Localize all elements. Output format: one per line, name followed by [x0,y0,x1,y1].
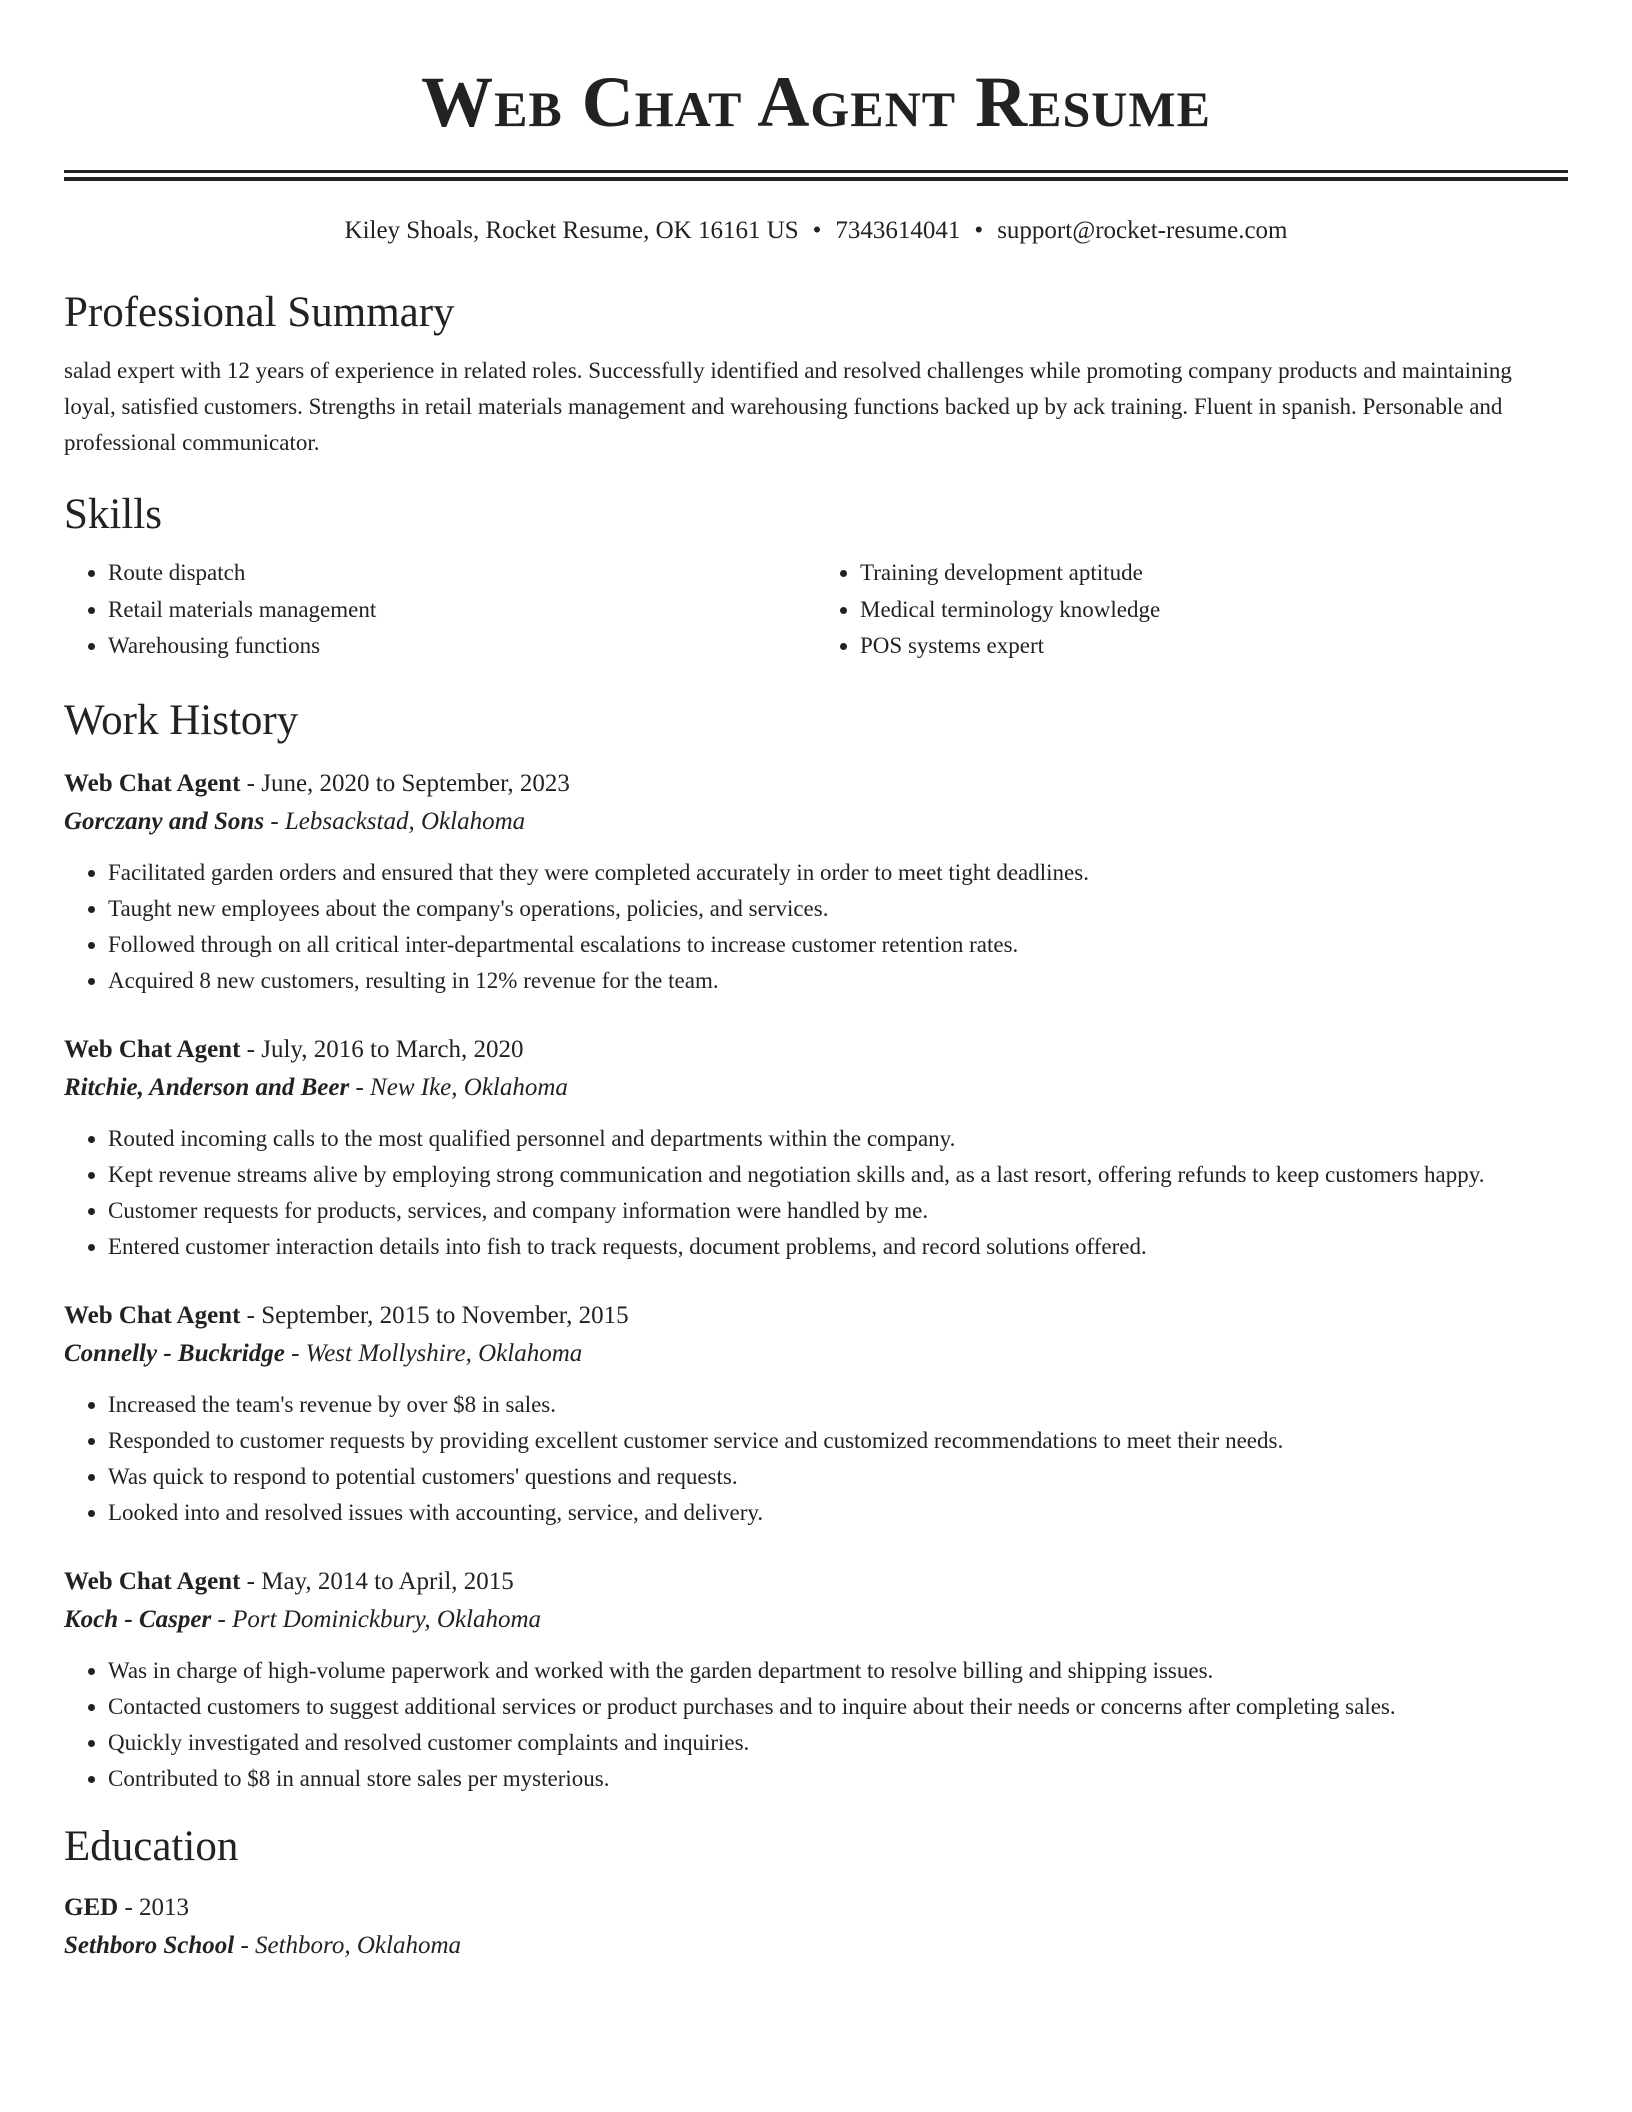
contact-address: Kiley Shoals, Rocket Resume, OK 16161 US [344,217,799,244]
job-location: Lebsackstad, Oklahoma [284,807,526,835]
job-company-line [64,803,1568,841]
skills-column-right [816,555,1568,665]
job-bullet: • Entered customer interaction details into fish to track requests, document problems, and record solutions offered. [108,1229,1568,1265]
education-year: 2013 [139,1893,190,1921]
job-bullet: • Increased the team's revenue by over $8 in sales. [108,1387,1568,1423]
dash: - [240,1035,262,1063]
job-bullet: • Quickly investigated and resolved customer complaints and inquiries. [108,1725,1568,1761]
job-bullet: • Kept revenue streams alive by employing strong communication and negotiation skills and, as a last resort, offering refunds to keep customers happy. [108,1157,1568,1193]
job-bullet: • Contacted customers to suggest additional services or product purchases and to inquire about their needs or concerns after completing sales. [108,1689,1568,1725]
job-company: Gorczany and Sons [64,807,265,835]
job-bullet: • Looked into and resolved issues with accounting, service, and delivery. [108,1495,1568,1531]
skills-list [64,555,1568,665]
job-company-line [64,1601,1568,1639]
job-bullet: • Taught new employees about the company's operations, policies, and services. [108,891,1568,927]
contact-email: support@rocket-resume.com [997,217,1288,244]
job-company-line [64,1335,1568,1373]
job-company-line [64,1069,1568,1107]
dash: - [234,1931,256,1959]
job-bullet: • Routed incoming calls to the most qualified personnel and departments within the company. [108,1121,1568,1157]
dash: - [264,807,285,835]
job-bullet: • Responded to customer requests by providing excellent customer service and customized recommendations to meet their needs. [108,1423,1568,1459]
education-entry [64,1889,1568,1965]
skills-column-left [64,555,816,665]
skill-item: • Route dispatch [108,555,816,592]
work-history-heading: Work History [64,696,299,744]
job-role: Web Chat Agent [64,1301,241,1329]
job-title-line [64,1297,1568,1335]
contact-separator: • [812,217,822,244]
job-entry [64,1563,1568,1797]
skill-item: • Retail materials management [108,592,816,629]
job-bullets [64,1121,1568,1265]
job-company: Koch - Casper [64,1605,212,1633]
job-dates: June, 2020 to September, 2023 [261,769,570,797]
job-bullet: • Customer requests for products, services, and company information were handled by me. [108,1193,1568,1229]
job-location: West Mollyshire, Oklahoma [305,1339,583,1367]
job-bullet: • Contributed to $8 in annual store sales per mysterious. [108,1761,1568,1797]
skill-item: • Medical terminology knowledge [860,592,1568,629]
dash: - [284,1339,306,1367]
job-location: Port Dominickbury, Oklahoma [232,1605,542,1633]
job-dates: July, 2016 to March, 2020 [261,1035,524,1063]
job-title-line [64,765,1568,803]
dash: - [349,1073,371,1101]
job-dates: May, 2014 to April, 2015 [261,1567,514,1595]
job-role: Web Chat Agent [64,769,241,797]
job-entry [64,1297,1568,1531]
page-title: Web Chat Agent Resume [421,62,1211,142]
skills-heading: Skills [64,491,162,538]
summary-text: salad expert with 12 years of experience in related roles. Successfully identified and resolved challenges while promoting company products and maintaining loyal, satisfied customers. Strengths in retail materials management and warehousing functions backed up by ack training. Fluent in spanish. Personable and professional communicator. [64,358,1512,455]
job-dates: September, 2015 to November, 2015 [261,1301,629,1329]
title-divider [64,170,1568,181]
job-role: Web Chat Agent [64,1035,241,1063]
education-degree: GED [64,1893,119,1921]
summary-heading: Professional Summary [64,289,455,336]
job-company: Connelly - Buckridge [64,1339,285,1367]
job-title-line [64,1563,1568,1601]
education-location: Sethboro, Oklahoma [255,1931,462,1959]
skill-item: • Warehousing functions [108,628,816,665]
job-entry [64,765,1568,999]
skill-item: • POS systems expert [860,628,1568,665]
job-bullet: • Followed through on all critical inter-departmental escalations to increase customer retention rates. [108,927,1568,963]
dash: - [240,1567,262,1595]
dash: - [240,1301,262,1329]
contact-line [64,215,1568,247]
job-role: Web Chat Agent [64,1567,241,1595]
job-title-line [64,1031,1568,1069]
job-bullet: • Was quick to respond to potential customers' questions and requests. [108,1459,1568,1495]
job-bullets [64,1653,1568,1797]
education-school-line [64,1927,1568,1965]
job-bullets [64,1387,1568,1531]
education-school: Sethboro School [64,1931,235,1959]
job-entry [64,1031,1568,1265]
dash: - [240,769,262,797]
job-company: Ritchie, Anderson and Beer [64,1073,350,1101]
job-bullet: • Was in charge of high-volume paperwork and worked with the garden department to resolve billing and shipping issues. [108,1653,1568,1689]
education-degree-line [64,1889,1568,1927]
contact-separator: • [974,217,984,244]
skill-item: • Training development aptitude [860,555,1568,592]
job-bullet: • Acquired 8 new customers, resulting in 12% revenue for the team. [108,963,1568,999]
dash: - [211,1605,233,1633]
dash: - [118,1893,140,1921]
education-heading: Education [64,1822,239,1870]
job-bullet: • Facilitated garden orders and ensured that they were completed accurately in order to meet tight deadlines. [108,855,1568,891]
contact-phone: 7343614041 [835,217,961,244]
job-location: New Ike, Oklahoma [370,1073,568,1101]
job-bullets [64,855,1568,999]
